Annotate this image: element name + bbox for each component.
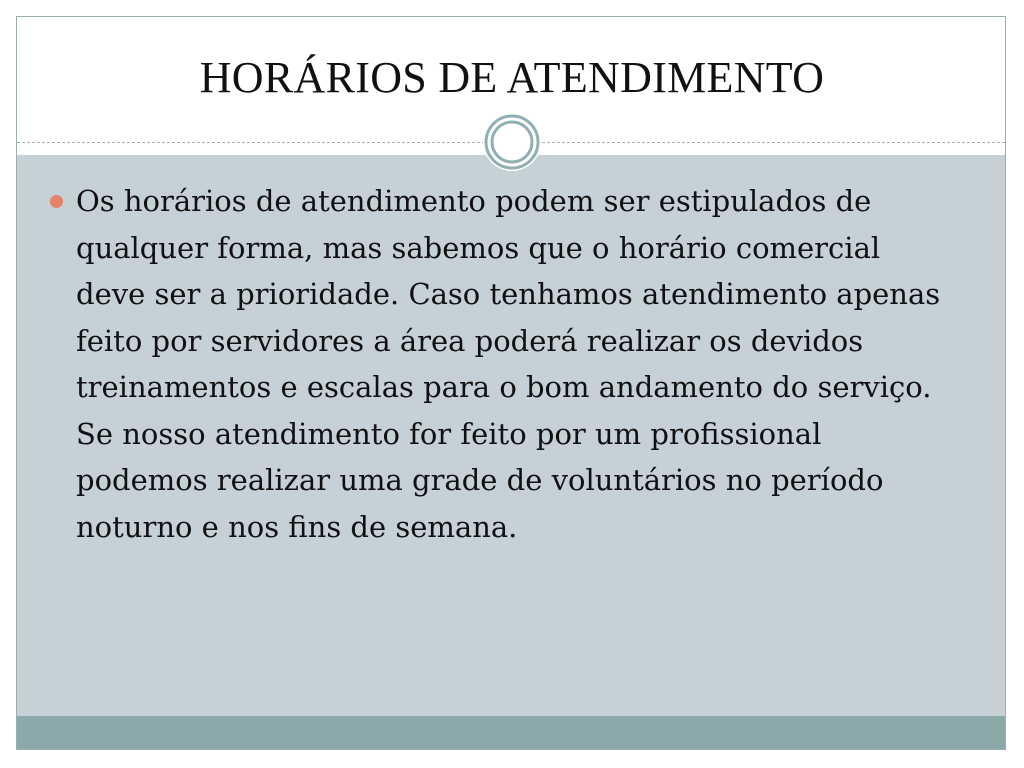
bullet-item: [50, 178, 955, 550]
circle-ornament-icon: [483, 113, 541, 171]
bullet-dot-icon: [50, 195, 63, 208]
bullet-text: Os horários de atendimento podem ser estipulados de qualquer forma, mas sabemos que o horário comercial deve ser a prioridade. Caso tenhamos atendimento apenas feito por servidores a área poderá realizar os devidos treinamentos e escalas para o bom andamento do serviço. Se nosso atendimento for feito por um profissional podemos realizar uma grade de voluntários no período noturno e nos fins de semana.: [76, 184, 941, 544]
bullet-list: [50, 178, 955, 550]
slide-title: HORÁRIOS DE ATENDIMENTO: [199, 53, 825, 102]
